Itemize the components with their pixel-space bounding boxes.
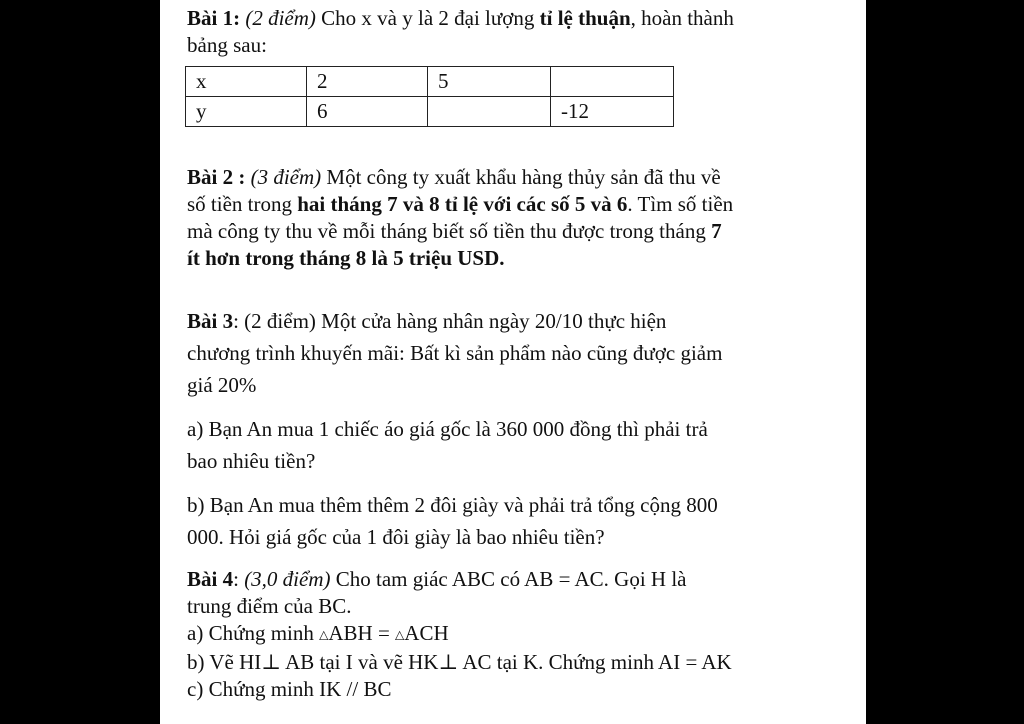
exercise-4-part-a-pre: a) Chứng minh [187, 621, 320, 645]
table-row [186, 97, 674, 127]
exercise-2-text-4: ít hơn trong tháng 8 là 5 triệu USD. [187, 246, 505, 270]
exercise-4-part-c: c) Chứng minh IK // BC [187, 676, 392, 701]
table-cell: 6 [307, 97, 428, 127]
exercise-4 [187, 566, 847, 703]
exercise-4-text-1: Cho tam giác ABC có AB = AC. Gọi H là [330, 567, 687, 591]
exercise-4-line-1 [187, 566, 847, 593]
table-cell: -12 [551, 97, 674, 127]
table-cell: y [186, 97, 307, 127]
exercise-2-text-1: Một công ty xuất khẩu hàng thủy sản đã thu về [321, 165, 721, 189]
exercise-1-label: Bài 1: [187, 6, 241, 30]
exercise-3-part-b-1: b) Bạn An mua thêm thêm 2 đôi giày và phải trả tổng cộng 800 [187, 493, 718, 517]
triangle-symbol: △ [395, 627, 405, 642]
exercise-2-line-1 [187, 164, 847, 191]
table-row [186, 67, 674, 97]
exercise-4-line-2: trung điểm của BC. [187, 594, 352, 618]
exercise-3-part-b-2: 000. Hỏi giá gốc của 1 đôi giày là bao nhiêu tiền? [187, 525, 605, 549]
exercise-2-line-2 [187, 191, 847, 218]
exercise-2-text-2c: . Tìm số tiền [627, 192, 734, 216]
exercise-3-part-a-1: a) Bạn An mua 1 chiếc áo giá gốc là 360 000 đồng thì phải trả [187, 417, 708, 441]
table-cell [551, 67, 674, 97]
exercise-2-text-3b: 7 [711, 219, 722, 243]
exercise-2-text-2a: số tiền trong [187, 192, 298, 216]
exercise-2-text-2b: hai tháng 7 và 8 tỉ lệ với các số 5 và 6 [297, 192, 628, 216]
exercise-2-line-3 [187, 218, 847, 245]
exercise-4-colon: : [233, 567, 245, 591]
exercise-3-intro-1: : (2 điểm) Một cửa hàng nhân ngày 20/10 thực hiện [233, 309, 667, 333]
exercise-1-text-b: , hoàn thành [630, 6, 734, 30]
ratio-table [185, 66, 674, 127]
table-cell: 5 [428, 67, 551, 97]
exercise-2-line-4 [187, 245, 847, 272]
exercise-1-line-1 [187, 5, 847, 32]
exercise-4-part-a-mid2: ACH [404, 621, 449, 645]
table-cell: x [186, 67, 307, 97]
exercise-1 [187, 5, 847, 59]
exercise-4-part-a-mid1: ABH = [328, 621, 396, 645]
exercise-3-label: Bài 3 [187, 309, 234, 333]
exercise-1-text-a: Cho x và y là 2 đại lượng [315, 6, 540, 30]
exercise-4-part-b: b) Vẽ HI⊥ AB tại I và vẽ HK⊥ AC tại K. Chứng minh AI = AK [187, 649, 732, 674]
exercise-3-line-2: chương trình khuyến mãi: Bất kì sản phẩm nào cũng được giảm [187, 341, 723, 365]
triangle-symbol: △ [319, 627, 329, 642]
exercise-2-label: Bài 2 : [187, 165, 246, 189]
exercise-3-line-1 [187, 305, 847, 337]
exercise-4-points: (3,0 điểm) [244, 567, 331, 591]
table-cell: 2 [307, 67, 428, 97]
table-cell [428, 97, 551, 127]
exercise-4-label: Bài 4 [187, 567, 234, 591]
exercise-3-part-a-2: bao nhiêu tiền? [187, 449, 316, 473]
exercise-1-line-2: bảng sau: [187, 33, 267, 57]
exercise-3-line-3: giá 20% [187, 373, 257, 397]
document-page [160, 0, 866, 724]
exercise-2-text-3a: mà công ty thu về mỗi tháng biết số tiền thu được trong tháng [187, 219, 712, 243]
exercise-2 [187, 164, 847, 272]
exercise-1-points: (2 điểm) [245, 6, 316, 30]
exercise-2-points: (3 điểm) [250, 165, 322, 189]
exercise-1-bold: tỉ lệ thuận [539, 6, 631, 30]
exercise-4-part-a [187, 620, 847, 649]
exercise-3 [187, 305, 847, 553]
